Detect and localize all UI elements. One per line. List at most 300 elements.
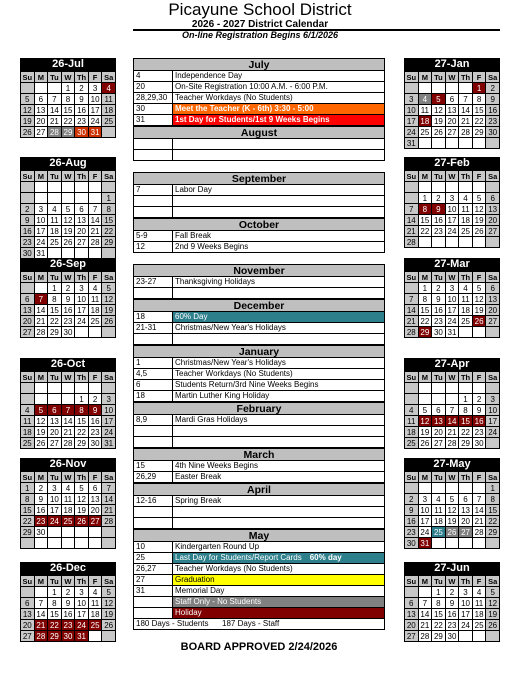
day-cell <box>34 587 48 598</box>
day-cell: 13 <box>34 105 48 116</box>
month-calendar <box>404 58 500 149</box>
day-cell <box>459 237 473 248</box>
district-title: Picayune School District <box>168 0 352 19</box>
event-date <box>134 207 173 217</box>
day-cell: 20 <box>486 215 500 226</box>
weekday-header: Sa <box>102 372 116 383</box>
day-cell <box>75 248 89 259</box>
day-cell: 6 <box>34 94 48 105</box>
day-cell: 17 <box>88 105 102 116</box>
day-cell: 14 <box>405 215 419 226</box>
event-row <box>133 196 385 207</box>
day-cell: 28 <box>405 237 419 248</box>
event-row <box>133 391 385 402</box>
weekday-header: Sa <box>486 472 500 483</box>
weekday-header: Th <box>459 576 473 587</box>
day-cell <box>61 538 75 549</box>
day-cell: 12 <box>102 294 116 305</box>
weekday-header: Tu <box>48 472 62 483</box>
day-cell: 8 <box>48 294 62 305</box>
calendar-header <box>0 2 520 40</box>
day-cell: 25 <box>432 527 446 538</box>
day-cell: 23 <box>445 620 459 631</box>
day-cell: 12 <box>102 598 116 609</box>
day-cell: 13 <box>88 494 102 505</box>
weekday-header: M <box>34 576 48 587</box>
day-cell: 29 <box>472 127 486 138</box>
day-cell: 9 <box>75 94 89 105</box>
day-cell: 12 <box>445 505 459 516</box>
day-cell <box>432 138 446 149</box>
day-cell <box>48 182 62 193</box>
day-cell: 27 <box>486 316 500 327</box>
month-title: 26-Sep <box>20 258 116 271</box>
day-cell: 1 <box>472 83 486 94</box>
event-text: Last Day for Students/Report Cards <box>175 553 302 562</box>
month-title: 27-Jun <box>404 562 500 575</box>
day-cell: 20 <box>405 620 419 631</box>
day-cell <box>48 538 62 549</box>
month-section-header: December <box>133 299 385 312</box>
day-cell: 14 <box>459 105 473 116</box>
day-cell <box>21 283 35 294</box>
weekday-header: Sa <box>486 272 500 283</box>
weekday-header: F <box>88 372 102 383</box>
month-title: 27-Apr <box>404 358 500 371</box>
day-cell <box>21 394 35 405</box>
event-description <box>173 288 384 298</box>
day-cell: 20 <box>486 305 500 316</box>
event-row <box>133 461 385 472</box>
day-cell <box>486 438 500 449</box>
event-date: 10 <box>134 542 173 552</box>
day-cell: 2 <box>405 494 419 505</box>
day-cell: 2 <box>34 483 48 494</box>
day-cell <box>459 138 473 149</box>
day-cell: 1 <box>418 283 432 294</box>
day-cell: 5 <box>34 405 48 416</box>
event-date <box>134 196 173 206</box>
day-cell: 10 <box>405 105 419 116</box>
event-description <box>173 71 384 81</box>
day-cell: 12 <box>75 494 89 505</box>
day-cell: 28 <box>34 631 48 642</box>
month-calendar <box>404 258 500 338</box>
weekday-header: Tu <box>432 272 446 283</box>
day-cell: 2 <box>432 193 446 204</box>
day-cell: 6 <box>486 193 500 204</box>
day-cell <box>405 283 419 294</box>
day-cell: 24 <box>75 316 89 327</box>
day-cell: 31 <box>445 327 459 338</box>
month-section-header: May <box>133 529 385 542</box>
day-cell <box>418 237 432 248</box>
day-cell: 8 <box>102 204 116 215</box>
day-cell <box>405 483 419 494</box>
weekday-header: Th <box>75 72 89 83</box>
day-cell: 3 <box>459 587 473 598</box>
event-text: Teacher Workdays (No Students) <box>175 93 293 102</box>
day-cell: 13 <box>486 204 500 215</box>
month-calendar <box>20 258 116 338</box>
day-cell <box>61 383 75 394</box>
weekday-header: Th <box>459 171 473 182</box>
day-cell: 15 <box>486 505 500 516</box>
month-calendar <box>404 358 500 449</box>
day-cell <box>88 527 102 538</box>
day-cell: 27 <box>21 631 35 642</box>
weekday-header: Tu <box>48 72 62 83</box>
day-cell: 8 <box>61 94 75 105</box>
event-row <box>133 472 385 483</box>
weekday-header: M <box>34 72 48 83</box>
day-cell: 16 <box>486 105 500 116</box>
event-description <box>173 437 384 447</box>
day-cell: 30 <box>75 127 89 138</box>
day-cell: 14 <box>48 105 62 116</box>
day-cell <box>61 248 75 259</box>
day-cell: 19 <box>445 516 459 527</box>
day-cell: 4 <box>405 405 419 416</box>
event-description <box>173 575 384 585</box>
event-row <box>133 496 385 507</box>
day-cell: 14 <box>61 416 75 427</box>
day-cell <box>34 283 48 294</box>
day-cell: 1 <box>486 483 500 494</box>
event-description <box>173 115 384 125</box>
day-cell: 1 <box>61 83 75 94</box>
day-cell: 15 <box>432 609 446 620</box>
day-cell: 10 <box>75 598 89 609</box>
month-calendar <box>404 157 500 248</box>
day-cell: 13 <box>459 505 473 516</box>
day-cell: 1 <box>459 394 473 405</box>
day-cell: 16 <box>75 105 89 116</box>
month-title: 27-Jan <box>404 58 500 71</box>
day-cell: 1 <box>48 283 62 294</box>
weekday-header: Th <box>75 272 89 283</box>
event-text: Martin Luther King Holiday <box>175 391 270 400</box>
day-cell <box>61 527 75 538</box>
event-note: 60% day <box>309 553 342 562</box>
day-cell: 19 <box>472 305 486 316</box>
weekday-header: W <box>445 576 459 587</box>
event-date <box>134 334 173 344</box>
event-description <box>173 242 384 252</box>
day-cell: 5 <box>21 94 35 105</box>
event-row <box>133 139 385 150</box>
day-cell <box>418 182 432 193</box>
day-cell: 30 <box>61 631 75 642</box>
day-cell: 28 <box>405 327 419 338</box>
day-cell: 1 <box>75 394 89 405</box>
event-date <box>134 288 173 298</box>
day-cell: 6 <box>459 494 473 505</box>
month-section-header: November <box>133 264 385 277</box>
day-cell: 24 <box>88 116 102 127</box>
day-cell <box>486 182 500 193</box>
event-row <box>133 358 385 369</box>
day-cell: 30 <box>472 438 486 449</box>
weekday-header: Sa <box>102 576 116 587</box>
weekday-header: Tu <box>432 72 446 83</box>
month-calendar <box>20 58 116 138</box>
event-description <box>173 608 384 618</box>
day-cell <box>472 631 486 642</box>
day-cell <box>405 394 419 405</box>
day-cell: 15 <box>21 505 35 516</box>
weekday-header: Th <box>459 472 473 483</box>
day-cell: 29 <box>459 438 473 449</box>
event-date <box>134 426 173 436</box>
day-cell: 13 <box>405 609 419 620</box>
day-cell: 8 <box>472 94 486 105</box>
day-cell: 3 <box>75 283 89 294</box>
day-cell: 7 <box>459 94 473 105</box>
day-cell: 4 <box>432 494 446 505</box>
weekday-header: M <box>34 272 48 283</box>
day-cell: 24 <box>445 226 459 237</box>
event-date: 20 <box>134 82 173 92</box>
day-cell: 25 <box>102 116 116 127</box>
day-cell: 28 <box>445 438 459 449</box>
event-description <box>173 312 384 322</box>
event-description <box>173 391 384 401</box>
month-section-header: January <box>133 345 385 358</box>
event-text: Graduation <box>175 575 215 584</box>
day-cell: 7 <box>472 494 486 505</box>
event-description <box>173 139 384 149</box>
weekday-header: F <box>88 272 102 283</box>
day-cell: 31 <box>418 538 432 549</box>
day-cell: 26 <box>75 516 89 527</box>
day-cell <box>445 83 459 94</box>
day-cell: 11 <box>88 294 102 305</box>
event-row <box>133 207 385 218</box>
day-cell: 3 <box>34 204 48 215</box>
day-cell: 24 <box>34 237 48 248</box>
month-title: 26-Oct <box>20 358 116 371</box>
month-title: 27-Feb <box>404 157 500 170</box>
day-cell: 9 <box>21 215 35 226</box>
weekday-header: M <box>418 576 432 587</box>
day-cell: 22 <box>432 620 446 631</box>
day-cell: 19 <box>102 609 116 620</box>
weekday-header: Su <box>22 72 33 82</box>
weekday-header: M <box>418 472 432 483</box>
day-cell: 21 <box>472 516 486 527</box>
day-cell <box>432 182 446 193</box>
day-cell: 23 <box>486 116 500 127</box>
day-cell: 3 <box>102 394 116 405</box>
month-calendar <box>404 562 500 642</box>
day-cell: 26 <box>34 438 48 449</box>
day-cell: 3 <box>48 483 62 494</box>
day-cell: 21 <box>405 226 419 237</box>
day-cell: 11 <box>459 204 473 215</box>
day-cell <box>75 193 89 204</box>
day-cell: 20 <box>88 505 102 516</box>
weekday-header: Su <box>22 171 33 181</box>
day-cell: 11 <box>418 105 432 116</box>
day-cell: 10 <box>75 294 89 305</box>
event-row <box>133 334 385 345</box>
day-cell: 9 <box>472 405 486 416</box>
event-date: 30 <box>134 104 173 114</box>
event-description <box>173 586 384 596</box>
day-cell: 5 <box>445 494 459 505</box>
event-description <box>173 82 384 92</box>
event-date <box>134 507 173 517</box>
event-text: Staff Only - No Students <box>175 597 262 606</box>
day-cell <box>445 483 459 494</box>
day-cell <box>102 248 116 259</box>
month-section-header: August <box>133 126 385 139</box>
day-cell <box>486 237 500 248</box>
event-date: 25 <box>134 553 173 563</box>
day-cell: 22 <box>486 516 500 527</box>
event-row <box>133 312 385 323</box>
event-date: 26,29 <box>134 472 173 482</box>
event-row <box>133 71 385 82</box>
day-cell: 2 <box>61 283 75 294</box>
day-cell <box>21 538 35 549</box>
day-cell: 9 <box>486 94 500 105</box>
day-cell: 3 <box>486 394 500 405</box>
day-cell: 22 <box>21 516 35 527</box>
day-cell: 11 <box>102 94 116 105</box>
weekday-header: W <box>61 576 75 587</box>
day-cell: 5 <box>418 405 432 416</box>
weekday-header: Sa <box>486 72 500 83</box>
event-row <box>133 586 385 597</box>
day-cell <box>418 383 432 394</box>
day-cell: 15 <box>418 215 432 226</box>
day-cell: 26 <box>472 226 486 237</box>
day-cell: 31 <box>75 631 89 642</box>
day-cell: 23 <box>432 226 446 237</box>
day-cell: 3 <box>405 94 419 105</box>
weekday-header: M <box>34 372 48 383</box>
day-cell <box>48 248 62 259</box>
day-cell <box>486 138 500 149</box>
weekday-header: W <box>61 72 75 83</box>
event-text: Thanksgiving Holidays <box>175 277 256 286</box>
event-description <box>173 185 384 195</box>
day-cell: 21 <box>88 226 102 237</box>
event-description <box>173 104 384 114</box>
event-text: 2nd 9 Weeks Begins <box>175 242 249 251</box>
day-cell: 10 <box>445 294 459 305</box>
day-cell: 21 <box>61 427 75 438</box>
day-cell: 3 <box>445 283 459 294</box>
weekday-header: F <box>472 576 486 587</box>
day-cell: 18 <box>418 116 432 127</box>
day-cell: 21 <box>445 427 459 438</box>
day-cell: 19 <box>61 226 75 237</box>
day-cell: 20 <box>445 116 459 127</box>
weekday-header: Tu <box>432 472 446 483</box>
day-cell: 6 <box>432 405 446 416</box>
day-cell: 17 <box>445 305 459 316</box>
month-title: 26-Nov <box>20 458 116 471</box>
day-cell: 7 <box>405 204 419 215</box>
day-cell: 7 <box>418 598 432 609</box>
day-cell <box>418 83 432 94</box>
day-cell: 31 <box>88 127 102 138</box>
day-cell <box>459 538 473 549</box>
day-cell <box>34 182 48 193</box>
day-cell: 28 <box>418 631 432 642</box>
day-cell: 3 <box>418 494 432 505</box>
weekday-header: Sa <box>102 72 116 83</box>
day-cell: 3 <box>75 587 89 598</box>
day-cell: 19 <box>21 116 35 127</box>
weekday-header: W <box>445 272 459 283</box>
event-text: 4th Nine Weeks Begins <box>175 461 259 470</box>
day-cell: 23 <box>61 316 75 327</box>
weekday-header: W <box>445 372 459 383</box>
day-cell <box>432 83 446 94</box>
day-cell <box>102 538 116 549</box>
day-cell: 20 <box>48 427 62 438</box>
day-cell: 17 <box>405 116 419 127</box>
day-cell <box>418 483 432 494</box>
month-title: 27-May <box>404 458 500 471</box>
day-cell: 20 <box>34 116 48 127</box>
day-cell: 18 <box>472 609 486 620</box>
day-cell <box>459 327 473 338</box>
event-row <box>133 231 385 242</box>
event-description <box>173 93 384 103</box>
day-cell: 9 <box>88 405 102 416</box>
day-cell: 18 <box>432 516 446 527</box>
day-cell: 25 <box>459 226 473 237</box>
day-cell: 18 <box>48 226 62 237</box>
day-cell: 20 <box>21 316 35 327</box>
day-cell <box>34 193 48 204</box>
day-cell: 19 <box>34 427 48 438</box>
day-cell: 17 <box>459 609 473 620</box>
weekday-header: W <box>61 372 75 383</box>
day-cell <box>61 182 75 193</box>
day-cell: 6 <box>88 483 102 494</box>
day-cell: 4 <box>21 405 35 416</box>
day-cell <box>75 182 89 193</box>
day-cell: 22 <box>102 226 116 237</box>
day-cell <box>472 327 486 338</box>
day-cell <box>102 327 116 338</box>
header-divider <box>133 29 500 31</box>
event-date <box>134 597 173 607</box>
month-section-header: February <box>133 402 385 415</box>
day-cell: 14 <box>472 505 486 516</box>
day-cell: 25 <box>61 516 75 527</box>
day-totals-row <box>133 619 385 630</box>
day-cell: 28 <box>61 438 75 449</box>
day-cell <box>75 327 89 338</box>
day-cell <box>75 538 89 549</box>
event-row <box>133 575 385 586</box>
day-cell: 16 <box>472 416 486 427</box>
weekday-header: W <box>445 171 459 182</box>
event-date: 18 <box>134 391 173 401</box>
day-cell: 27 <box>21 327 35 338</box>
staff-days-total: 187 Days - Staff <box>222 619 280 628</box>
day-cell <box>405 182 419 193</box>
day-cell: 25 <box>418 127 432 138</box>
day-cell: 24 <box>486 427 500 438</box>
